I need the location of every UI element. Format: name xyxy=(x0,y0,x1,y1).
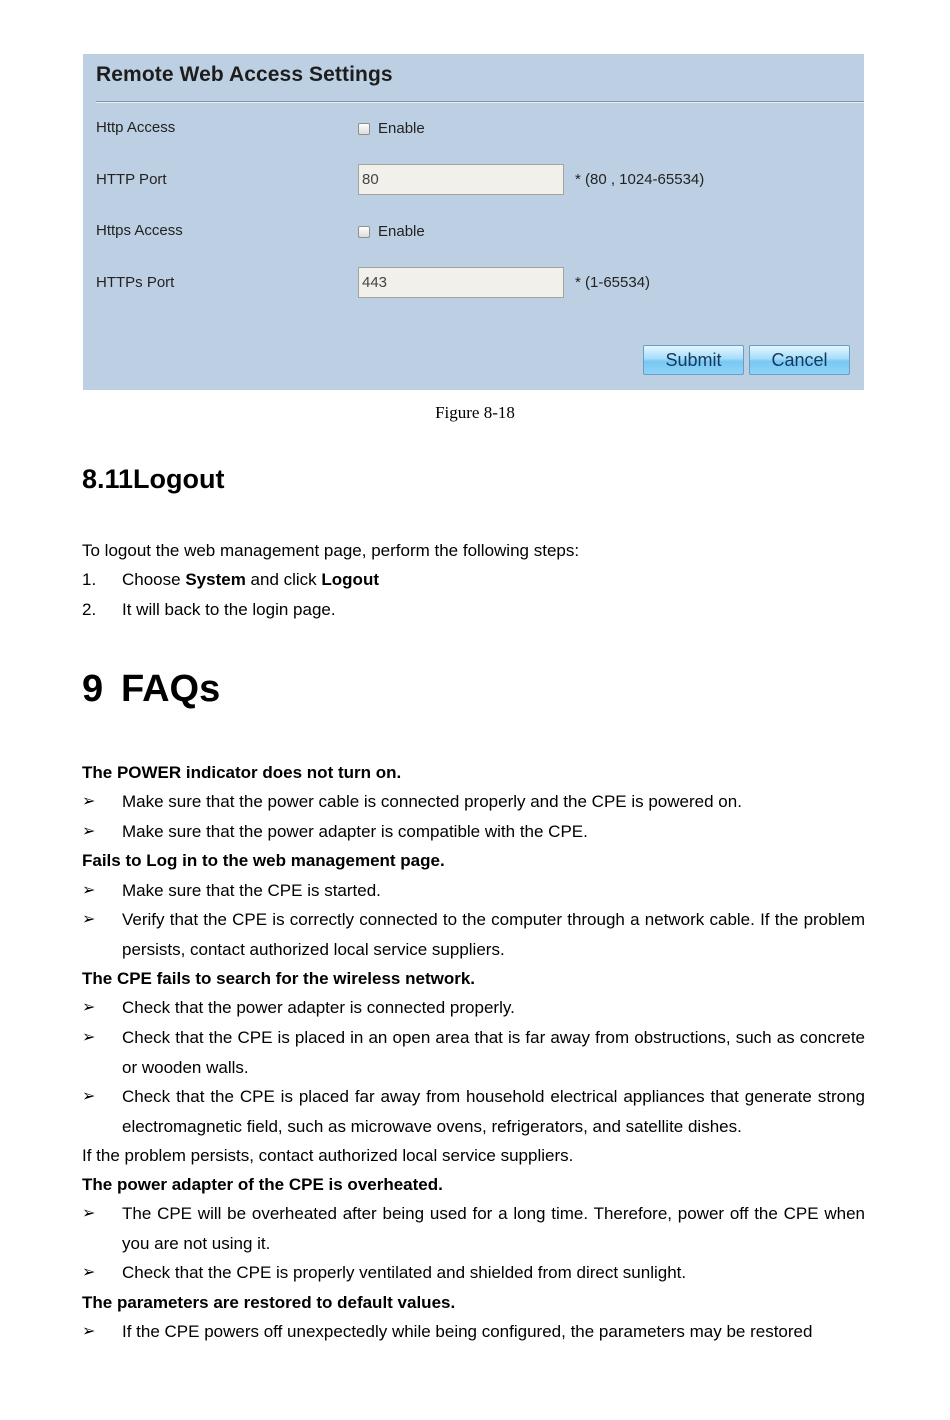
menu-logout: Logout xyxy=(321,570,379,589)
menu-system: System xyxy=(185,570,246,589)
arrow-bullet-icon: ➢ xyxy=(82,999,96,1016)
faq-answer xyxy=(82,1258,865,1288)
http-port-hint: * (80 , 1024-65534) xyxy=(575,171,705,188)
http-access-label: Http Access xyxy=(96,119,176,136)
https-access-label: Https Access xyxy=(96,222,183,239)
arrow-bullet-icon: ➢ xyxy=(82,1205,96,1222)
faq-question: The power adapter of the CPE is overheated. xyxy=(82,1175,443,1194)
https-access-checkbox[interactable] xyxy=(358,226,370,238)
remote-web-access-panel xyxy=(83,54,864,390)
arrow-bullet-icon: ➢ xyxy=(82,1029,96,1046)
arrow-bullet-icon: ➢ xyxy=(82,1264,96,1281)
panel-divider xyxy=(96,101,864,103)
chapter-number: 9 xyxy=(82,668,104,710)
answer-text: The CPE will be overheated after being used for a long time. Therefore, power off the CPE when you are not using it. xyxy=(122,1204,865,1253)
answer-text: Make sure that the power adapter is compatible with the CPE. xyxy=(122,822,588,841)
arrow-bullet-icon: ➢ xyxy=(82,793,96,810)
step-number: 1. xyxy=(82,570,97,589)
http-access-enable[interactable] xyxy=(358,120,425,137)
faq-question: Fails to Log in to the web management page. xyxy=(82,851,445,870)
faq-question: The POWER indicator does not turn on. xyxy=(82,763,402,782)
arrow-bullet-icon: ➢ xyxy=(82,911,96,928)
https-access-enable-label: Enable xyxy=(378,223,425,240)
http-access-enable-label: Enable xyxy=(378,120,425,137)
arrow-bullet-icon: ➢ xyxy=(82,1088,96,1105)
https-access-enable[interactable] xyxy=(358,223,425,240)
logout-step-1 xyxy=(82,565,865,595)
submit-button[interactable]: Submit xyxy=(643,345,744,375)
answer-text: Make sure that the CPE is started. xyxy=(122,881,381,900)
answer-text: If the CPE powers off unexpectedly while being configured, the parameters may be restored xyxy=(122,1322,813,1341)
step-number: 2. xyxy=(82,600,97,619)
faq-answer xyxy=(82,1199,865,1258)
faq-answer xyxy=(82,1023,865,1082)
arrow-bullet-icon: ➢ xyxy=(82,882,96,899)
step-text: and click xyxy=(245,570,322,589)
answer-text: Check that the power adapter is connected properly. xyxy=(122,998,515,1017)
http-port-input[interactable] xyxy=(358,164,564,195)
chapter-title: FAQs xyxy=(121,668,221,710)
faq-answer xyxy=(82,787,865,817)
faq-answer xyxy=(82,1317,865,1347)
faq-note: If the problem persists, contact authorized local service suppliers. xyxy=(82,1146,574,1165)
faq-answer xyxy=(82,1082,865,1141)
faq-question: The parameters are restored to default values. xyxy=(82,1293,456,1312)
step-text: It will back to the login page. xyxy=(122,600,336,619)
step-text: Choose xyxy=(122,570,186,589)
http-access-checkbox[interactable] xyxy=(358,123,370,135)
answer-text: Verify that the CPE is correctly connected to the computer through a network cable. If the problem persists, contact authorized local service suppliers. xyxy=(122,910,865,959)
figure-caption: Figure 8-18 xyxy=(435,403,515,422)
answer-text: Check that the CPE is placed in an open area that is far away from obstructions, such as concrete or wooden walls. xyxy=(122,1028,865,1077)
faqs-heading xyxy=(82,668,220,711)
cancel-button[interactable]: Cancel xyxy=(749,345,850,375)
faq-question: The CPE fails to search for the wireless network. xyxy=(82,969,476,988)
logout-step-2 xyxy=(82,595,865,625)
arrow-bullet-icon: ➢ xyxy=(82,1323,96,1340)
answer-text: Make sure that the power cable is connected properly and the CPE is powered on. xyxy=(122,792,742,811)
http-port-label: HTTP Port xyxy=(96,171,167,188)
faq-answer xyxy=(82,993,865,1023)
faq-answer xyxy=(82,905,865,964)
logout-intro: To logout the web management page, perform the following steps: xyxy=(82,541,580,560)
faq-answer xyxy=(82,817,865,847)
arrow-bullet-icon: ➢ xyxy=(82,823,96,840)
faq-answer xyxy=(82,876,865,906)
panel-title: Remote Web Access Settings xyxy=(96,63,393,86)
answer-text: Check that the CPE is placed far away from household electrical appliances that generate strong electromagnetic field, such as microwave ovens, refrigerators, and satellite dishes. xyxy=(122,1087,865,1136)
https-port-label: HTTPs Port xyxy=(96,274,175,291)
https-port-input[interactable] xyxy=(358,267,564,298)
https-port-hint: * (1-65534) xyxy=(575,274,651,291)
answer-text: Check that the CPE is properly ventilated and shielded from direct sunlight. xyxy=(122,1263,687,1282)
logout-heading: 8.11Logout xyxy=(82,464,225,494)
